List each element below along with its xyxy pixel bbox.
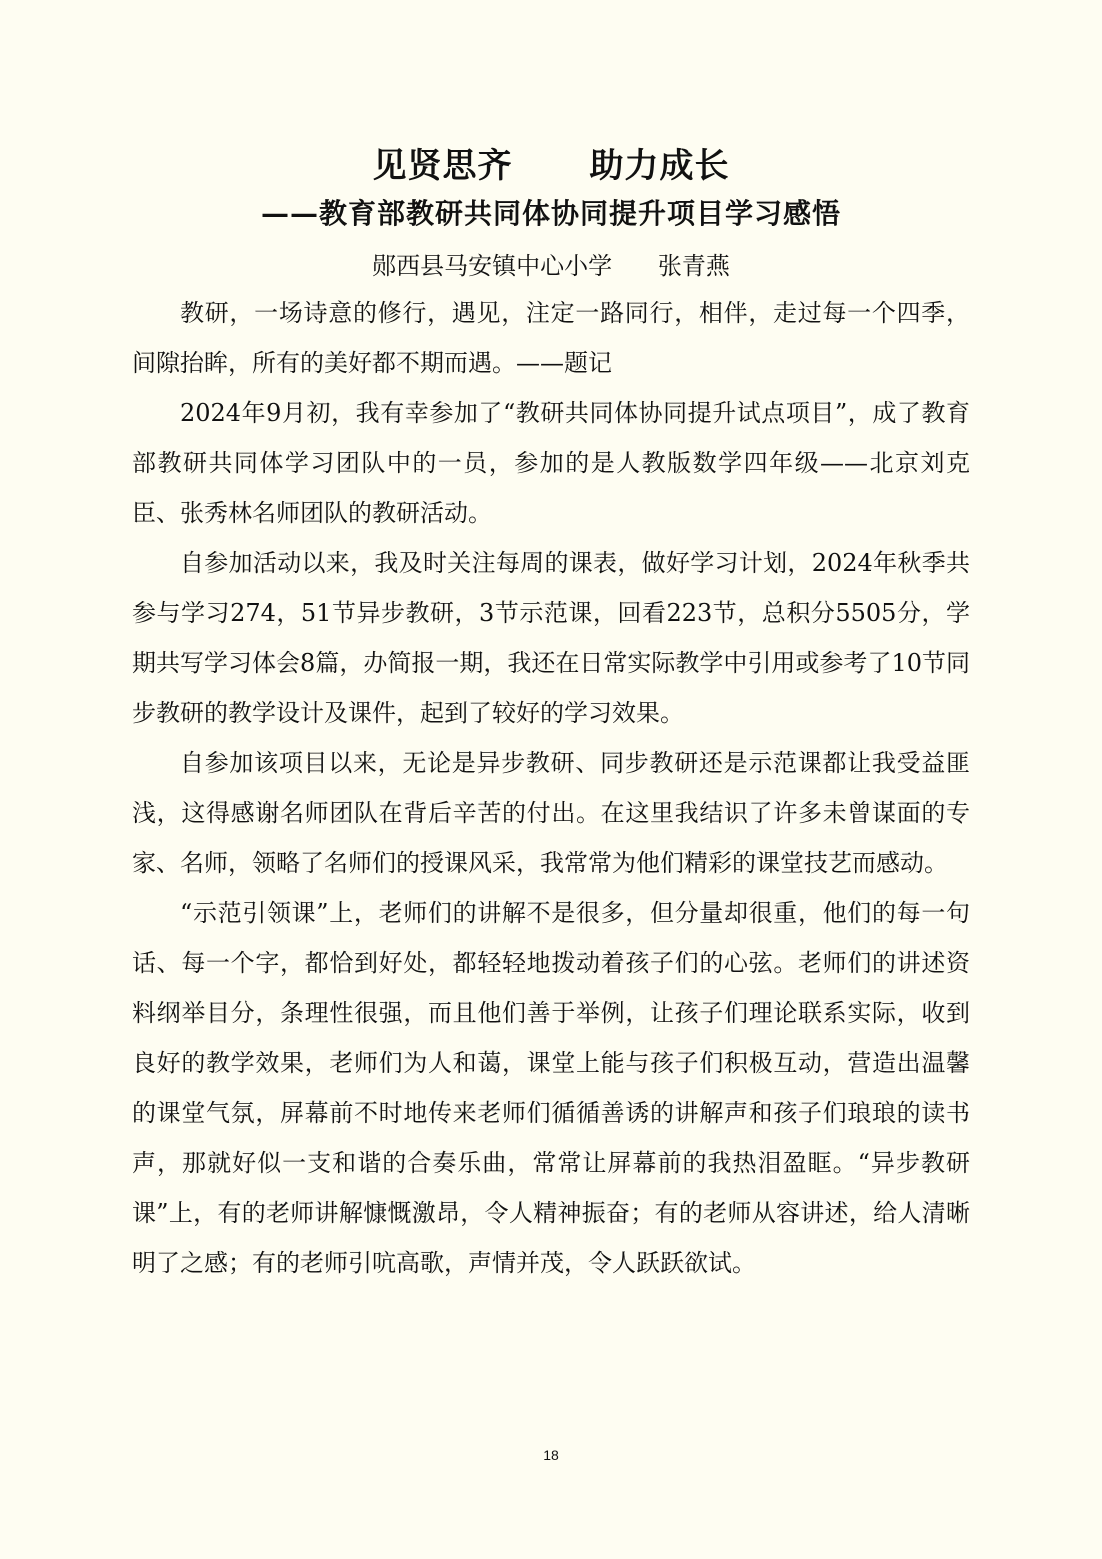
- author-line: 郧西县马安镇中心小学 张青燕: [372, 252, 730, 280]
- article-body: [132, 288, 970, 1288]
- page-number: 18: [543, 1447, 559, 1463]
- page-title: 见贤思齐 助力成长: [372, 146, 730, 186]
- paragraph: “示范引领课”上，老师们的讲解不是很多，但分量却很重，他们的每一句话、每一个字，都恰到好处，都轻轻地拨动着孩子们的心弦。老师们的讲述资料纲举目分，条理性很强，而且他们善于举例，让孩子们理论联系实际，收到良好的教学效果，老师们为人和蔼，课堂上能与孩子们积极互动，营造出温馨的课堂气氛，屏幕前不时地传来老师们循循善诱的讲解声和孩子们琅琅的读书声，那就好似一支和谐的合奏乐曲，常常让屏幕前的我热泪盈眶。“异步教研课”上，有的老师讲解慷慨激昂，令人精神振奋；有的老师从容讲述，给人清晰明了之感；有的老师引吭高歌，声情并茂，令人跃跃欲试。: [132, 899, 970, 1277]
- paragraph: 自参加活动以来，我及时关注每周的课表，做好学习计划，2024年秋季共参与学习274，51节异步教研，3节示范课，回看223节，总积分5505分，学期共写学习体会8篇，办简报一期，我还在日常实际教学中引用或参考了10节同步教研的教学设计及课件，起到了较好的学习效果。: [132, 549, 970, 727]
- page-subtitle: ——教育部教研共同体协同提升项目学习感悟: [260, 197, 841, 230]
- paragraph: 自参加该项目以来，无论是异步教研、同步教研还是示范课都让我受益匪浅，这得感谢名师团队在背后辛苦的付出。在这里我结识了许多未曾谋面的专家、名师，领略了名师们的授课风采，我常常为他们精彩的课堂技艺而感动。: [132, 749, 970, 877]
- paragraph: 2024年9月初，我有幸参加了“教研共同体协同提升试点项目”，成了教育部教研共同体学习团队中的一员，参加的是人教版数学四年级——北京刘克臣、张秀林名师团队的教研活动。: [132, 399, 970, 527]
- paragraph-epigraph: 教研，一场诗意的修行，遇见，注定一路同行，相伴，走过每一个四季，间隙抬眸，所有的美好都不期而遇。——题记: [132, 299, 970, 377]
